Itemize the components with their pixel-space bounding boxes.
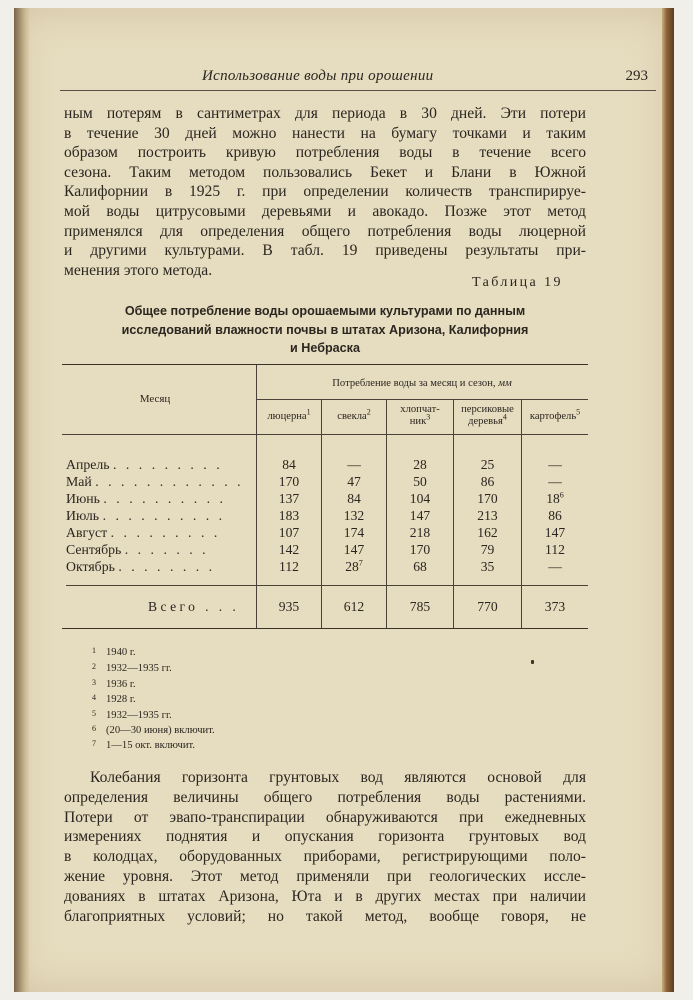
table-cell: 132 xyxy=(343,508,365,523)
table-total-cell: 612 xyxy=(343,599,365,614)
column-title: картофель xyxy=(529,411,577,422)
text-line: Колебания горизонта грунтовых вод являются основой для xyxy=(90,769,586,786)
table-header-beet xyxy=(322,407,386,423)
total-label-text: Всего xyxy=(148,599,199,614)
table-cell xyxy=(322,559,386,575)
table-cell: 218 xyxy=(409,525,431,540)
table-header-alfalfa xyxy=(257,407,321,423)
table-rule-bottom xyxy=(62,628,588,629)
table-header-potato xyxy=(522,407,588,423)
table-cell: 147 xyxy=(343,542,365,557)
text-line: и другими культурами. В табл. 19 приведены результаты при- xyxy=(64,242,586,260)
running-header xyxy=(60,62,656,91)
text-line: в колодцах, оборудованных приборами, регистрирующими поло- xyxy=(64,848,586,866)
page-number: 293 xyxy=(625,68,648,84)
table-header-unit: мм xyxy=(498,378,512,389)
table-total-cell: 785 xyxy=(409,599,431,614)
month-name: Июнь xyxy=(66,491,100,506)
table-rule-top xyxy=(62,364,588,365)
table-cell: 47 xyxy=(347,474,361,489)
table-row-month xyxy=(66,525,256,541)
text-line: Потери от эвапо-транспирации обнаруживаются при ежедневных xyxy=(64,808,586,826)
table-header-group xyxy=(258,378,586,390)
table-row-month xyxy=(66,542,256,558)
table-cell: 147 xyxy=(409,508,431,523)
leader-dots: . . . . . . . . xyxy=(118,559,216,574)
cell-value: 28 xyxy=(345,559,359,574)
footnote xyxy=(92,677,136,691)
table-cell: 213 xyxy=(477,508,498,523)
month-name: Октябрь xyxy=(66,559,115,574)
table-cell: — xyxy=(347,457,361,472)
column-title: свекла xyxy=(337,411,367,422)
table-cell: 107 xyxy=(278,525,300,540)
table-total-cell: 373 xyxy=(544,599,566,614)
table-cell: — xyxy=(548,559,562,574)
leader-dots: . . . . . . . xyxy=(124,542,209,557)
footnote-text: 1928 г. xyxy=(106,694,136,705)
table-cell: — xyxy=(548,474,562,489)
table-cell: 183 xyxy=(278,508,300,523)
leader-dots: . . . . . . . . . . . . xyxy=(95,474,244,489)
table-row-month xyxy=(66,559,256,575)
table-cell: 137 xyxy=(278,491,300,506)
paragraph-intro xyxy=(64,104,586,280)
table-cell: 170 xyxy=(278,474,300,489)
footnote-ref: 7 xyxy=(358,558,363,568)
table-caption-line: исследований влажности почвы в штатах Аризона, Калифорния xyxy=(121,322,529,337)
column-title: деревья xyxy=(468,416,503,427)
table-rule-group xyxy=(256,399,588,400)
footnote-ref: 4 xyxy=(502,412,507,422)
footnote-text: 1940 г. xyxy=(106,647,136,658)
footnote-text: 1932—1935 гг. xyxy=(106,663,172,674)
text-line: менения этого метода. xyxy=(64,261,213,279)
cell-value: 18 xyxy=(546,491,560,506)
text-line: ным потерям в сантиметрах для периода в 30 дней. Эти потери xyxy=(64,105,586,122)
table-rule-header xyxy=(62,434,588,435)
table-cell: 28 xyxy=(413,457,427,472)
footnote-number: 1 xyxy=(92,646,96,655)
month-name: Июль xyxy=(66,508,100,523)
footnote-ref: 2 xyxy=(366,407,371,417)
table-cell: 84 xyxy=(282,457,296,472)
text-line: благоприятных условий; но такой метод, вообще говоря, не xyxy=(64,907,586,925)
leader-dots: . . . . . . . . . . xyxy=(103,491,226,506)
footnote xyxy=(92,692,136,706)
footnote xyxy=(92,738,195,752)
footnote-number: 5 xyxy=(92,709,96,718)
table-cell: 50 xyxy=(413,474,427,489)
table-row-month xyxy=(66,474,256,490)
leader-dots: . . . . . . . . . xyxy=(110,525,221,540)
table-cell: 86 xyxy=(480,474,495,489)
table-cell: 84 xyxy=(347,491,361,506)
footnote-ref: 3 xyxy=(426,412,431,422)
text-line: в течение 30 дней можно нанести на бумагу точками и таким xyxy=(64,124,586,142)
footnote-text: 1—15 окт. включит. xyxy=(106,740,195,751)
table-cell: 25 xyxy=(480,457,495,472)
text-line: определения величины общего потребления воды растениями. xyxy=(64,788,586,806)
footnote xyxy=(92,645,136,659)
table-total-cell: 770 xyxy=(477,599,498,614)
table-cell: 170 xyxy=(477,491,498,506)
table-label: Таблица 19 xyxy=(472,275,563,290)
table-cell: — xyxy=(548,457,562,472)
footnote xyxy=(92,708,172,722)
text-line: образом построить кривую потребления воды в течение всего xyxy=(64,144,586,162)
month-name: Сентябрь xyxy=(66,542,122,557)
text-line: дованиях в штатах Аризона, Юта и в других местах при наличии xyxy=(64,887,586,905)
table-header-group-text: Потребление воды за месяц и сезон, xyxy=(332,378,496,389)
table-row-month xyxy=(66,508,256,524)
table-cell: 112 xyxy=(545,542,565,557)
text-line: измерениях поднятия и опускания горизонта грунтовых вод xyxy=(64,828,586,846)
table-total-label xyxy=(148,599,239,615)
footnote-number: 6 xyxy=(92,724,96,733)
footnote-text: 1932—1935 гг. xyxy=(106,710,172,721)
column-title: люцерна xyxy=(267,411,307,422)
ink-speck xyxy=(531,660,534,664)
table-caption xyxy=(64,302,586,358)
table-rule-total xyxy=(66,585,588,586)
table-header-cotton xyxy=(387,404,453,428)
footnote-number: 3 xyxy=(92,678,96,687)
footnote-text: (20—30 июня) включит. xyxy=(106,725,215,736)
table-cell: 104 xyxy=(409,491,431,506)
leader-dots: . . . . . . . . . . xyxy=(102,508,226,523)
column-title: хлопчат- xyxy=(400,404,440,415)
text-line: применялся для определения общего потребления воды люцерной xyxy=(64,222,586,240)
footnote xyxy=(92,661,172,675)
table-cell: 68 xyxy=(413,559,427,574)
footnote-number: 4 xyxy=(92,693,96,702)
page-spine-shadow xyxy=(14,8,30,992)
column-title: персиковые xyxy=(461,404,514,415)
table-total-cell: 935 xyxy=(278,599,300,614)
table-cell: 147 xyxy=(544,525,566,540)
footnote-text: 1936 г. xyxy=(106,679,136,690)
text-line: Калифорнии в 1925 г. при определении количеств транспирируе- xyxy=(64,183,586,201)
leader-dots: . . . xyxy=(205,599,240,614)
footnote-ref: 1 xyxy=(306,407,311,417)
table-cell: 142 xyxy=(278,542,300,557)
table-cell: 170 xyxy=(409,542,431,557)
text-line: мой воды цитрусовыми деревьями и авокадо. Позже этот метод xyxy=(64,202,586,220)
text-line: сезона. Таким методом пользовались Бекет и Блани в Южной xyxy=(64,163,586,181)
table-header-peach xyxy=(454,404,521,428)
table-caption-line: Общее потребление воды орошаемыми культурами по данным xyxy=(124,304,526,318)
table-cell: 174 xyxy=(343,525,365,540)
book-edge xyxy=(662,8,674,992)
table-caption-line: и Небраска xyxy=(290,341,360,355)
leader-dots: . . . . . . . . . xyxy=(113,457,223,472)
footnote-number: 2 xyxy=(92,662,96,671)
column-title: ник xyxy=(409,416,427,427)
month-name: Май xyxy=(66,474,92,489)
running-header-title: Использование воды при орошении xyxy=(202,68,434,84)
table-cell: 162 xyxy=(477,525,498,540)
table-header-month: Месяц xyxy=(139,393,171,405)
footnote-ref: 5 xyxy=(576,407,581,417)
table-cell: 112 xyxy=(279,559,299,574)
month-name: Август xyxy=(66,525,108,540)
footnote xyxy=(92,723,215,737)
table-row-month xyxy=(66,457,256,473)
footnote-ref: 6 xyxy=(559,490,564,500)
paragraph-groundwater xyxy=(64,768,586,926)
table-row-month xyxy=(66,491,256,507)
footnote-number: 7 xyxy=(92,739,96,748)
table-cell: 35 xyxy=(480,559,495,574)
table-cell xyxy=(522,491,588,507)
table-cell: 86 xyxy=(548,508,562,523)
table-cell: 79 xyxy=(480,542,495,557)
month-name: Апрель xyxy=(66,457,110,472)
text-line: жение уровня. Этот метод применяли при геологических иссле- xyxy=(64,867,586,885)
